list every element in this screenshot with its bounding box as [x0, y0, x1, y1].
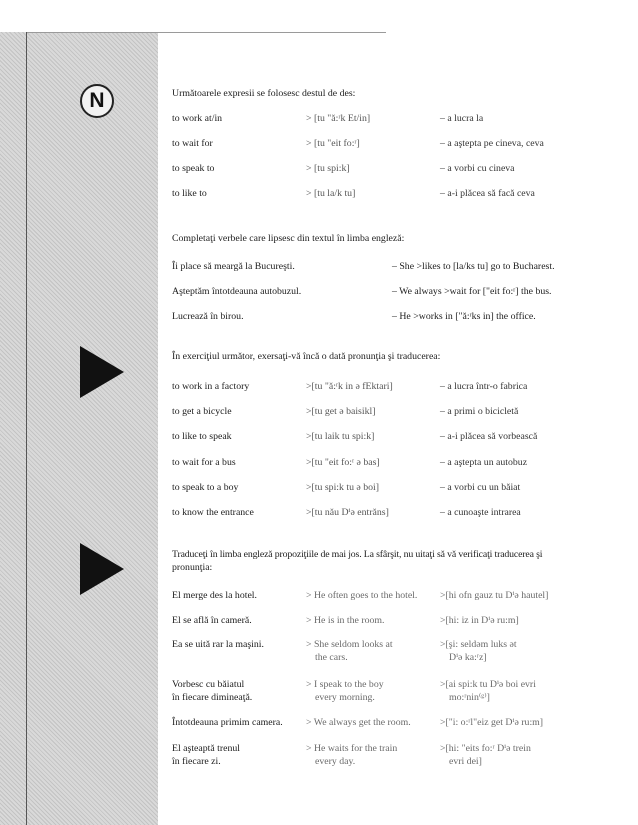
s3-row2-ro: – a primi o bicicletă [440, 406, 519, 417]
s4-row3-ro: Ea se uită rar la maşini. [172, 639, 264, 650]
s3-row6-en: to know the entrance [172, 507, 254, 518]
s4-row4-phon-cont: mo:ʳnin⁽ᵍ⁾] [449, 692, 490, 703]
s3-row4-ro: – a aştepta un autobuz [440, 457, 528, 468]
s1-row1-ro: – a lucra la [440, 113, 484, 124]
s1-row3-phon: > [tu spi:k] [306, 163, 350, 174]
s4-row2-phon: >[hi: iz in Dⁱə ru:m] [440, 615, 519, 626]
n-badge-icon [80, 84, 114, 118]
s1-row2-phon: > [tu "eit fo:ʳ] [306, 138, 360, 149]
s4-row1-phon: >[hi ofn gauz tu Dⁱə hautel] [440, 590, 549, 601]
s4-row5-ro: Întotdeauna primim camera. [172, 717, 283, 728]
s1-row4-en: to like to [172, 188, 207, 199]
s2-row1-en: – She >likes to [la/ks tu] go to Bucharest. [392, 261, 555, 272]
s4-row6-ro: El aşteaptă trenul [172, 743, 241, 754]
s2-row3-ro: Lucrează în birou. [172, 311, 244, 322]
s4-row1-en: > He often goes to the hotel. [306, 590, 418, 601]
s4-row3-phon: >[şi: seldəm luks ət [440, 639, 517, 650]
s3-row4-phon: >[tu "eit fo:ʳ ə bas] [306, 457, 380, 468]
s3-row5-phon: >[tu spi:k tu ə boi] [306, 482, 380, 493]
s3-row1-ro: – a lucra într-o fabrica [440, 381, 528, 392]
s4-row6-en-cont: every day. [315, 756, 356, 767]
left-rule [26, 32, 27, 825]
s4-row1-ro: El merge des la hotel. [172, 590, 257, 601]
s2-row2-en: – We always >wait for ["eit fo:ʳ] the bus. [392, 286, 552, 297]
s4-row4-phon: >[ai spi:k tu Dⁱə boi evri [440, 679, 536, 690]
s3-row6-ro: – a cunoaşte intrarea [440, 507, 521, 518]
s1-row3-en: to speak to [172, 163, 215, 174]
section1-heading: Următoarele expresii se folosesc destul de des: [172, 88, 356, 99]
play-arrow-icon-1 [80, 346, 124, 398]
s2-row3-en: – He >works in ["ă:ʳks in] the office. [392, 311, 536, 322]
s4-row6-phon-cont: evri dei] [449, 756, 482, 767]
s4-row3-en-cont: the cars. [315, 652, 348, 663]
s4-row5-phon: >["i: o:ʳl"eiz get Dⁱə ru:m] [440, 717, 544, 728]
s4-row6-en: > He waits for the train [306, 743, 398, 754]
s4-row6-phon: >[hi: "eits fo:ʳ Dⁱə trein [440, 743, 531, 754]
s4-row3-phon-cont: Dⁱə ka:ʳz] [449, 652, 487, 663]
s4-row6-ro-cont: în fiecare zi. [172, 756, 221, 767]
s3-row4-en: to wait for a bus [172, 457, 236, 468]
s3-row1-phon: >[tu "ă:ʳk in ə fEktari] [306, 381, 393, 392]
s3-row6-phon: >[tu nău Dⁱə entrăns] [306, 507, 389, 518]
play-arrow-icon-2 [80, 543, 124, 595]
section3-heading: În exerciţiul următor, exersaţi-vă încă o dată pronunţia şi traducerea: [172, 351, 441, 362]
s4-row4-en: > I speak to the boy [306, 679, 384, 690]
s4-row2-en: > He is in the room. [306, 615, 385, 626]
s4-row2-ro: El se află în cameră. [172, 615, 252, 626]
section4-heading-line1: Traduceţi în limba engleză propoziţiile de mai jos. La sfârşit, nu uitaţi să vă verificaţi traducerea şi [172, 549, 543, 560]
s3-row3-ro: – a-i plăcea să vorbească [440, 431, 538, 442]
s3-row3-en: to like to speak [172, 431, 232, 442]
s1-row1-en: to work at/in [172, 113, 223, 124]
s4-row4-ro: Vorbesc cu băiatul [172, 679, 245, 690]
s3-row2-phon: >[tu get ə baisikl] [306, 406, 376, 417]
s4-row4-en-cont: every morning. [315, 692, 375, 703]
s1-row4-ro: – a-i plăcea să facă ceva [440, 188, 535, 199]
s4-row3-en: > She seldom looks at [306, 639, 393, 650]
s4-row5-en: > We always get the room. [306, 717, 411, 728]
left-margin-band [0, 32, 158, 825]
s3-row2-en: to get a bicycle [172, 406, 232, 417]
n-badge-letter: N [89, 89, 105, 112]
s3-row5-ro: – a vorbi cu un băiat [440, 482, 521, 493]
s3-row1-en: to work in a factory [172, 381, 250, 392]
s3-row3-phon: >[tu laik tu spi:k] [306, 431, 375, 442]
s1-row1-phon: > [tu "ă:ʳk Et/in] [306, 113, 371, 124]
s1-row3-ro: – a vorbi cu cineva [440, 163, 515, 174]
s4-row4-ro-cont: în fiecare dimineaţă. [172, 692, 253, 703]
s1-row2-en: to wait for [172, 138, 213, 149]
s2-row2-ro: Aşteptăm întotdeauna autobuzul. [172, 286, 302, 297]
top-rule [26, 32, 386, 33]
section2-heading: Completaţi verbele care lipsesc din textul în limba engleză: [172, 233, 405, 244]
s1-row2-ro: – a aştepta pe cineva, ceva [440, 138, 544, 149]
s2-row1-ro: Îi place să meargă la Bucureşti. [172, 261, 295, 272]
s3-row5-en: to speak to a boy [172, 482, 239, 493]
s1-row4-phon: > [tu la/k tu] [306, 188, 356, 199]
section4-heading-line2: pronunţia: [172, 562, 213, 573]
